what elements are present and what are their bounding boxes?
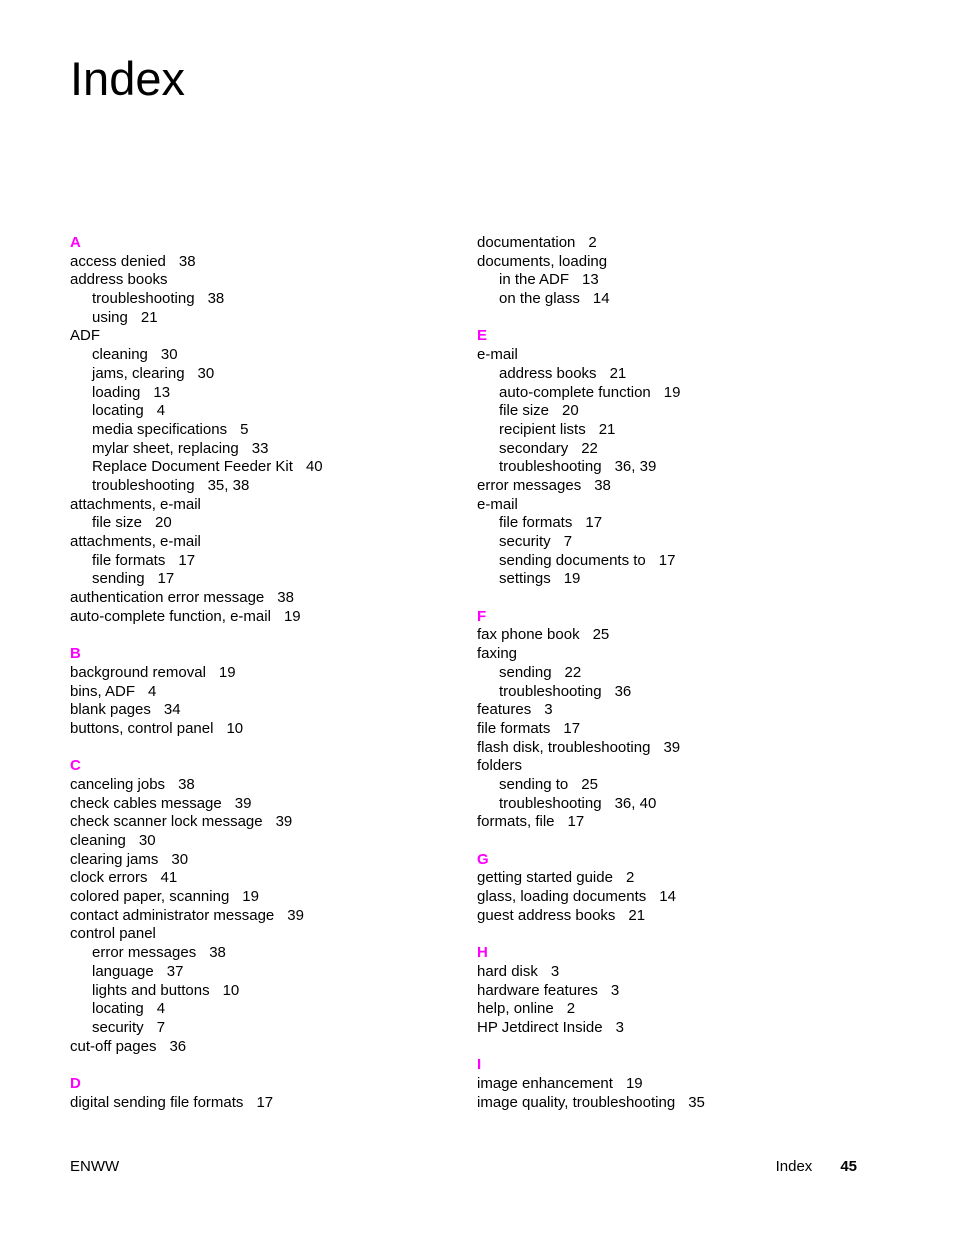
index-subentry <box>70 982 450 1001</box>
section-letter: H <box>477 944 488 962</box>
section-letter: A <box>70 234 81 251</box>
index-subentry <box>477 271 897 290</box>
entry-page-refs: 21 <box>598 420 616 438</box>
entry-page-refs: 14 <box>659 888 676 906</box>
index-subentry <box>70 1019 450 1038</box>
section-letter: B <box>70 645 81 663</box>
entry-term: on the glass <box>499 290 580 308</box>
entry-page-refs: 21 <box>628 906 646 924</box>
entry-page-refs: 40 <box>305 458 323 476</box>
entry-term: cleaning <box>70 832 126 849</box>
entry-term: image enhancement <box>477 1074 613 1092</box>
index-subentry <box>70 514 450 533</box>
index-section <box>477 851 897 926</box>
entry-term: lights and buttons <box>92 981 210 999</box>
index-subentry <box>477 795 897 814</box>
index-subentry <box>70 440 450 459</box>
index-entry <box>70 832 450 851</box>
entry-term: jams, clearing <box>92 364 185 382</box>
index-entry <box>70 888 450 907</box>
index-entry <box>70 683 450 702</box>
entry-term: contact administrator message <box>70 906 275 924</box>
entry-term: secondary <box>499 439 569 457</box>
entry-term: file formats <box>477 719 551 737</box>
index-entry <box>477 757 897 776</box>
entry-page-refs: 17 <box>157 570 175 588</box>
index-entry <box>70 664 450 683</box>
entry-page-refs: 10 <box>222 981 240 999</box>
index-subentry <box>477 440 897 459</box>
index-subentry <box>70 477 450 496</box>
entry-page-refs: 13 <box>153 383 171 401</box>
entry-term: blank pages <box>70 701 151 719</box>
index-subentry <box>70 458 450 477</box>
index-entry <box>70 589 450 608</box>
entry-term: sending <box>499 663 552 681</box>
index-entry <box>70 1094 450 1113</box>
index-entry <box>477 1019 897 1038</box>
entry-page-refs: 7 <box>156 1018 166 1036</box>
index-entry <box>70 533 450 552</box>
entry-term: auto-complete function, e-mail <box>70 607 271 625</box>
entry-page-refs: 39 <box>663 738 681 756</box>
entry-term: fax phone book <box>477 626 580 644</box>
entry-page-refs: 17 <box>567 813 585 831</box>
entry-page-refs: 41 <box>160 869 178 887</box>
index-subentry <box>477 365 897 384</box>
entry-term: check scanner lock message <box>70 813 263 831</box>
entry-term: cleaning <box>92 346 148 364</box>
entry-term: file size <box>92 514 143 532</box>
entry-page-refs: 35 <box>688 1093 705 1111</box>
entry-term: e-mail <box>477 346 518 364</box>
entry-term: language <box>92 962 154 980</box>
entry-page-refs: 36 <box>169 1037 187 1055</box>
entry-page-refs: 38 <box>207 290 225 308</box>
entry-term: authentication error message <box>70 589 265 607</box>
entry-term: glass, loading documents <box>477 888 647 906</box>
entry-page-refs: 17 <box>563 719 581 737</box>
footer-left <box>70 1158 119 1176</box>
entry-page-refs: 21 <box>140 308 158 326</box>
entry-term: error messages <box>92 944 197 962</box>
entry-term: locating <box>92 1000 144 1018</box>
entry-term: file formats <box>499 514 573 532</box>
index-subentry <box>477 514 897 533</box>
index-section <box>477 608 897 832</box>
index-entry <box>70 327 450 346</box>
entry-page-refs: 38 <box>209 944 226 962</box>
index-subentry <box>477 776 897 795</box>
entry-page-refs: 19 <box>218 663 236 681</box>
entry-page-refs: 3 <box>550 962 560 980</box>
entry-page-refs: 22 <box>564 663 582 681</box>
index-entry <box>70 907 450 926</box>
entry-term: documentation <box>477 234 576 251</box>
entry-page-refs: 2 <box>588 234 597 251</box>
index-subentry <box>70 1000 450 1019</box>
entry-term: HP Jetdirect Inside <box>477 1018 603 1036</box>
entry-page-refs: 25 <box>592 626 610 644</box>
entry-term: troubleshooting <box>499 458 602 476</box>
index-column-right <box>477 234 897 1131</box>
index-subentry <box>70 365 450 384</box>
entry-page-refs: 17 <box>178 551 196 569</box>
entry-page-refs: 30 <box>197 364 215 382</box>
entry-term: attachments, e-mail <box>70 495 201 513</box>
entry-page-refs: 36, 40 <box>614 794 657 812</box>
entry-term: attachments, e-mail <box>70 533 201 550</box>
entry-page-refs: 25 <box>581 775 598 793</box>
entry-term: troubleshooting <box>499 682 602 700</box>
index-subentry <box>477 570 897 589</box>
entry-term: bins, ADF <box>70 682 136 700</box>
entry-page-refs: 4 <box>156 402 166 420</box>
index-subentry <box>70 402 450 421</box>
entry-term: using <box>92 308 128 326</box>
entry-page-refs: 35, 38 <box>207 476 250 494</box>
index-subentry <box>477 552 897 571</box>
index-column-left <box>70 234 450 1131</box>
entry-term: clearing jams <box>70 850 159 868</box>
index-entry <box>477 234 897 253</box>
entry-page-refs: 2 <box>625 869 635 887</box>
entry-term: recipient lists <box>499 420 586 438</box>
index-entry <box>70 701 450 720</box>
index-section <box>70 645 450 738</box>
entry-term: formats, file <box>477 813 555 831</box>
index-section <box>477 234 897 309</box>
entry-page-refs: 38 <box>594 476 611 494</box>
entry-term: image quality, troubleshooting <box>477 1093 676 1111</box>
index-entry <box>477 907 897 926</box>
index-subentry <box>70 290 450 309</box>
index-entry <box>477 869 897 888</box>
entry-page-refs: 30 <box>171 850 189 868</box>
index-section <box>70 757 450 1056</box>
index-subentry <box>70 963 450 982</box>
entry-term: clock errors <box>70 869 148 887</box>
entry-term: background removal <box>70 663 206 681</box>
entry-term: ADF <box>70 327 100 345</box>
entry-page-refs: 5 <box>240 420 249 438</box>
entry-term: guest address books <box>477 906 616 924</box>
entry-term: digital sending file formats <box>70 1093 244 1111</box>
section-letter: D <box>70 1074 81 1092</box>
index-section <box>477 1056 897 1112</box>
entry-page-refs: 30 <box>160 346 178 364</box>
entry-term: colored paper, scanning <box>70 888 230 906</box>
index-entry <box>70 925 450 944</box>
index-section <box>70 1075 450 1112</box>
entry-term: address books <box>70 271 168 289</box>
index-entry <box>477 720 897 739</box>
index-section <box>477 327 897 589</box>
entry-term: folders <box>477 757 523 775</box>
entry-page-refs: 3 <box>544 701 553 719</box>
index-entry <box>477 1075 897 1094</box>
entry-page-refs: 2 <box>566 1000 576 1018</box>
entry-page-refs: 20 <box>155 514 172 532</box>
footer-doc-code: ENWW <box>70 1158 120 1175</box>
entry-term: canceling jobs <box>70 775 166 793</box>
entry-term: security <box>499 533 551 550</box>
entry-term: file formats <box>92 551 166 569</box>
entry-page-refs: 37 <box>166 962 184 980</box>
index-subentry <box>477 664 897 683</box>
entry-page-refs: 17 <box>658 551 676 569</box>
index-subentry <box>477 683 897 702</box>
index-section <box>477 944 897 1037</box>
entry-page-refs: 30 <box>138 832 156 849</box>
entry-page-refs: 14 <box>592 290 610 308</box>
footer-section-name: Index <box>775 1158 813 1175</box>
index-subentry <box>477 384 897 403</box>
entry-term: locating <box>92 402 144 420</box>
entry-page-refs: 36, 39 <box>614 458 657 476</box>
entry-term: loading <box>92 383 141 401</box>
index-entry <box>477 477 897 496</box>
index-subentry <box>70 421 450 440</box>
entry-term: settings <box>499 570 551 588</box>
index-entry <box>70 253 450 272</box>
index-subentry <box>477 533 897 552</box>
entry-term: auto-complete function <box>499 383 651 401</box>
entry-term: sending documents to <box>499 551 646 569</box>
entry-page-refs: 38 <box>277 589 294 607</box>
entry-page-refs: 13 <box>582 271 599 289</box>
index-entry <box>477 1094 897 1113</box>
entry-term: cut-off pages <box>70 1037 157 1055</box>
entry-page-refs: 19 <box>242 888 259 906</box>
entry-term: buttons, control panel <box>70 719 214 737</box>
page-title: Index <box>70 52 185 105</box>
entry-term: getting started guide <box>477 869 613 887</box>
entry-term: hard disk <box>477 962 538 980</box>
index-entry <box>477 346 897 365</box>
entry-term: help, online <box>477 1000 554 1018</box>
index-entry <box>70 720 450 739</box>
index-entry <box>477 813 897 832</box>
index-entry <box>477 963 897 982</box>
index-entry <box>70 795 450 814</box>
index-subentry <box>477 458 897 477</box>
index-subentry <box>70 944 450 963</box>
index-entry <box>70 608 450 627</box>
entry-page-refs: 34 <box>163 701 181 719</box>
entry-page-refs: 39 <box>234 794 252 812</box>
footer-right <box>776 1158 857 1176</box>
entry-term: faxing <box>477 645 518 663</box>
entry-term: features <box>477 701 532 719</box>
index-subentry <box>70 552 450 571</box>
index-entry <box>477 739 897 758</box>
entry-page-refs: 39 <box>287 906 304 924</box>
section-letter: E <box>477 327 488 345</box>
index-subentry <box>477 421 897 440</box>
entry-term: error messages <box>477 476 582 494</box>
entry-term: file size <box>499 402 550 420</box>
index-entry <box>477 1000 897 1019</box>
index-entry <box>70 271 450 290</box>
entry-term: security <box>92 1018 144 1036</box>
index-entry <box>477 645 897 664</box>
entry-page-refs: 22 <box>581 439 598 457</box>
index-section <box>70 234 450 626</box>
index-subentry <box>70 346 450 365</box>
entry-page-refs: 19 <box>663 383 681 401</box>
entry-page-refs: 38 <box>178 775 195 793</box>
entry-page-refs: 7 <box>563 533 573 550</box>
entry-page-refs: 3 <box>610 981 620 999</box>
entry-page-refs: 17 <box>585 514 603 532</box>
index-entry <box>477 496 897 515</box>
index-entry <box>70 851 450 870</box>
entry-term: mylar sheet, replacing <box>92 439 239 457</box>
entry-page-refs: 19 <box>563 570 581 588</box>
entry-term: troubleshooting <box>92 476 195 494</box>
index-entry <box>477 626 897 645</box>
index-entry <box>477 253 897 272</box>
section-letter: G <box>477 850 489 868</box>
entry-term: hardware features <box>477 981 598 999</box>
entry-term: in the ADF <box>499 271 570 289</box>
index-entry <box>70 813 450 832</box>
entry-term: troubleshooting <box>92 290 195 308</box>
index-subentry <box>70 384 450 403</box>
index-entry <box>70 496 450 515</box>
section-letter: F <box>477 607 487 625</box>
entry-page-refs: 38 <box>178 252 196 270</box>
index-subentry <box>477 402 897 421</box>
entry-term: address books <box>499 364 597 382</box>
index-subentry <box>70 570 450 589</box>
index-entry <box>70 776 450 795</box>
entry-page-refs: 17 <box>256 1093 274 1111</box>
entry-page-refs: 19 <box>625 1074 643 1092</box>
index-entry <box>70 869 450 888</box>
index-entry <box>477 888 897 907</box>
entry-page-refs: 4 <box>156 1000 166 1018</box>
entry-term: sending <box>92 570 145 588</box>
entry-term: access denied <box>70 252 166 270</box>
entry-page-refs: 20 <box>562 402 579 420</box>
entry-term: e-mail <box>477 495 518 513</box>
entry-page-refs: 4 <box>148 682 157 700</box>
entry-term: documents, loading <box>477 252 608 270</box>
footer-page-number: 45 <box>840 1158 857 1175</box>
entry-page-refs: 19 <box>283 607 301 625</box>
entry-term: check cables message <box>70 794 222 812</box>
index-entry <box>70 1038 450 1057</box>
index-subentry <box>70 309 450 328</box>
section-letter: I <box>477 1056 482 1074</box>
entry-term: media specifications <box>92 420 228 438</box>
entry-page-refs: 21 <box>609 364 627 382</box>
section-letter: C <box>70 757 81 775</box>
entry-page-refs: 33 <box>251 439 269 457</box>
entry-term: Replace Document Feeder Kit <box>92 458 293 476</box>
entry-term: sending to <box>499 775 569 793</box>
entry-term: troubleshooting <box>499 794 602 812</box>
entry-page-refs: 10 <box>226 719 244 737</box>
entry-page-refs: 36 <box>614 682 632 700</box>
entry-page-refs: 3 <box>615 1018 624 1036</box>
index-entry <box>477 701 897 720</box>
index-entry <box>477 982 897 1001</box>
entry-page-refs: 39 <box>275 813 293 831</box>
index-subentry <box>477 290 897 309</box>
entry-term: flash disk, troubleshooting <box>477 738 651 756</box>
entry-term: control panel <box>70 925 156 943</box>
